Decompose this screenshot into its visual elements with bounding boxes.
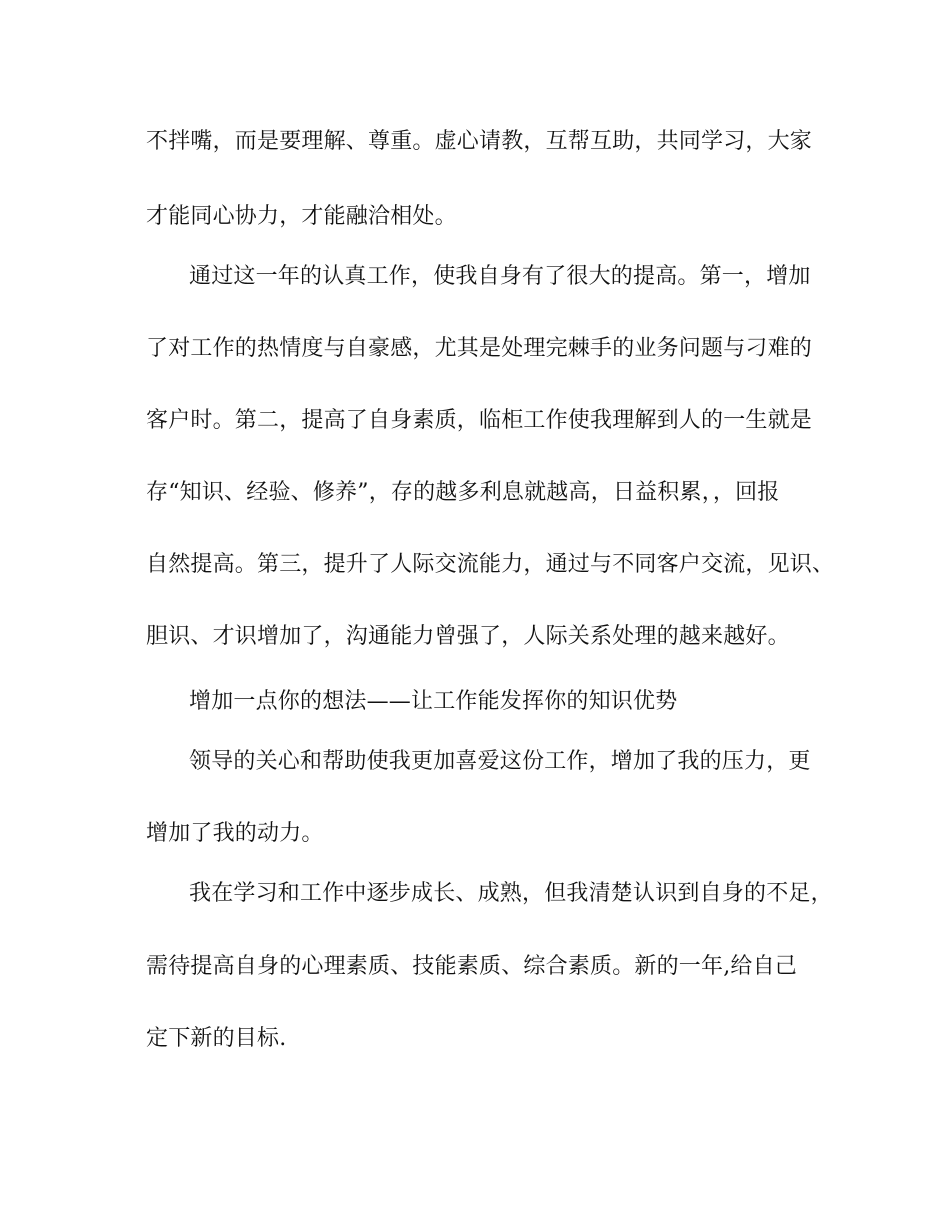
paragraph-line: 了对工作的热情度与自豪感，尤其是处理完棘手的业务问题与刁难的	[146, 336, 813, 361]
paragraph-line: 才能同心协力，才能融洽相处。	[146, 204, 457, 229]
paragraph-line: 我在学习和工作中逐步成长、成熟，但我清楚认识到自身的不足，	[189, 881, 833, 906]
paragraph-line: 需待提高自身的心理素质、技能素质、综合素质。新的一年,给自己	[146, 954, 797, 979]
paragraph-line: 不拌嘴，而是要理解、尊重。虚心请教，互帮互助，共同学习，大家	[146, 129, 813, 154]
paragraph-line: 胆识、才识增加了，沟通能力曾强了，人际关系处理的越来越好。	[146, 624, 790, 649]
paragraph-line: 存“知识、经验、修养”，存的越多利息就越高，日益积累，，回报	[146, 480, 780, 505]
paragraph-line: 自然提高。第三，提升了人际交流能力，通过与不同客户交流，见识、	[146, 552, 835, 577]
paragraph-line: 增加了我的动力。	[146, 821, 324, 846]
paragraph-line: 通过这一年的认真工作，使我自身有了很大的提高。第一，增加	[189, 264, 811, 289]
paragraph-line: 领导的关心和帮助使我更加喜爱这份工作，增加了我的压力，更	[189, 749, 811, 774]
paragraph-line: 定下新的目标.	[146, 1026, 287, 1051]
section-heading: 增加一点你的想法——让工作能发挥你的知识优势	[189, 689, 678, 714]
paragraph-line: 客户时。第二，提高了自身素质，临柜工作使我理解到人的一生就是	[146, 408, 813, 433]
